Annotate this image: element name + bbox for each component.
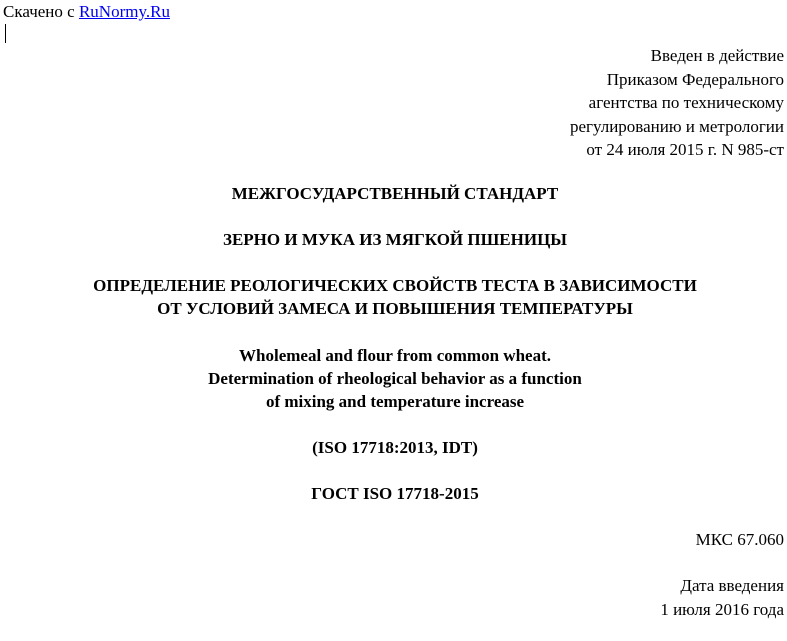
download-source-line	[3, 0, 170, 23]
english-title-line: Determination of rheological behavior as a function	[208, 369, 582, 388]
introduction-date-value: 1 июля 2016 года	[660, 599, 784, 619]
english-title-line: Wholemeal and flour from common wheat.	[239, 346, 551, 365]
approval-block	[570, 44, 784, 162]
interstate-standard-heading: МЕЖГОСУДАРСТВЕННЫЙ СТАНДАРТ	[231, 184, 559, 203]
approval-line: Введен в действие	[650, 46, 784, 65]
text-cursor	[5, 24, 6, 43]
gost-number: ГОСТ ISO 17718-2015	[311, 484, 479, 503]
english-title-line: of mixing and temperature increase	[265, 392, 525, 411]
approval-line: Приказом Федерального	[606, 69, 784, 89]
subject-heading: ЗЕРНО И МУКА ИЗ МЯГКОЙ ПШЕНИЦЫ	[222, 230, 568, 249]
mks-code: МКС 67.060	[695, 530, 784, 549]
method-heading	[0, 274, 787, 320]
method-heading-line: ОПРЕДЕЛЕНИЕ РЕОЛОГИЧЕСКИХ СВОЙСТВ ТЕСТА В ЗАВИСИМОСТИ	[93, 276, 697, 295]
approval-line: регулированию и метрологии	[569, 116, 784, 136]
approval-line: агентства по техническому	[588, 93, 784, 112]
approval-line: от 24 июля 2015 г. N 985-ст	[586, 140, 784, 159]
runormy-link[interactable]: RuNormy.Ru	[78, 2, 170, 21]
introduction-date-block	[660, 574, 784, 621]
introduction-date-label: Дата введения	[680, 576, 784, 595]
method-heading-line: ОТ УСЛОВИЙ ЗАМЕСА И ПОВЫШЕНИЯ ТЕМПЕРАТУРЫ	[157, 299, 633, 318]
download-source-prefix: Скачено с	[3, 2, 75, 21]
iso-reference: (ISO 17718:2013, IDT)	[312, 438, 478, 457]
english-title	[0, 344, 787, 413]
